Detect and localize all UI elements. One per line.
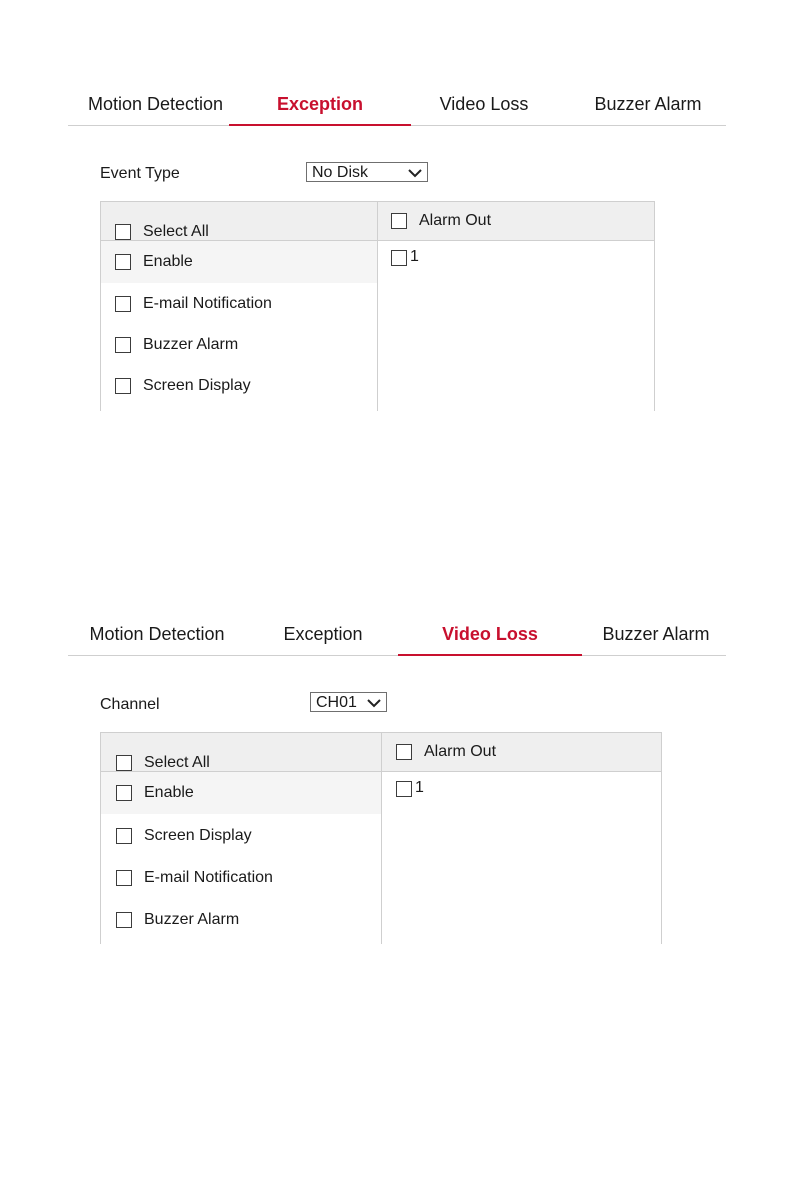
tab-video-loss[interactable]: Video Loss: [439, 94, 529, 114]
option-row-screen-display: [115, 365, 251, 407]
event-action-grid: [100, 732, 662, 944]
option-label: Enable: [144, 784, 194, 801]
select-all-label: Select All: [144, 754, 210, 771]
alarm-out-label: Alarm Out: [419, 212, 492, 229]
tab-video-loss[interactable]: Video Loss: [398, 622, 582, 656]
option-label: Screen Display: [144, 827, 252, 844]
event-type-value: No Disk: [312, 164, 369, 181]
alarm-out-header: [391, 202, 491, 240]
channel-label: Channel: [100, 696, 160, 713]
buzzer-alarm-checkbox[interactable]: [115, 337, 131, 353]
column-divider: [381, 733, 382, 944]
select-all-label: Select All: [143, 223, 209, 240]
alarm-out-1-label: 1: [410, 248, 419, 265]
event-type-label: Event Type: [100, 165, 180, 182]
option-row-screen-display: [116, 815, 252, 857]
option-label: Enable: [143, 253, 193, 270]
column-divider: [377, 202, 378, 411]
alarm-out-1-checkbox[interactable]: [391, 250, 407, 266]
tab-motion-detection[interactable]: Motion Detection: [89, 624, 225, 644]
tab-motion-detection[interactable]: Motion Detection: [87, 94, 224, 114]
alarm-out-header: [396, 733, 496, 771]
alarm-out-item: [396, 779, 424, 797]
email-notification-checkbox[interactable]: [116, 870, 132, 886]
email-notification-checkbox[interactable]: [115, 296, 131, 312]
option-label: E-mail Notification: [143, 295, 272, 312]
option-label: Buzzer Alarm: [144, 911, 240, 928]
channel-select[interactable]: [310, 692, 387, 712]
alarm-out-label: Alarm Out: [424, 743, 497, 760]
enable-checkbox[interactable]: [116, 785, 132, 801]
tab-bar: [68, 530, 726, 656]
option-row-email: [116, 857, 273, 899]
tab-buzzer-alarm[interactable]: Buzzer Alarm: [602, 624, 710, 644]
option-label: E-mail Notification: [144, 869, 273, 886]
option-row-enable: [101, 772, 381, 814]
tab-exception[interactable]: Exception: [283, 624, 363, 644]
event-action-grid: [100, 201, 655, 411]
event-type-select[interactable]: [306, 162, 428, 182]
option-label: Buzzer Alarm: [143, 336, 239, 353]
option-row-enable: [101, 241, 377, 283]
buzzer-alarm-checkbox[interactable]: [116, 912, 132, 928]
chevron-down-icon: [367, 697, 381, 709]
screen-display-checkbox[interactable]: [116, 828, 132, 844]
alarm-out-1-checkbox[interactable]: [396, 781, 412, 797]
select-all-checkbox[interactable]: [116, 755, 132, 771]
enable-checkbox[interactable]: [115, 254, 131, 270]
channel-value: CH01: [316, 694, 357, 711]
option-row-email: [115, 283, 272, 325]
alarm-out-checkbox[interactable]: [391, 213, 407, 229]
alarm-out-item: [391, 248, 419, 266]
alarm-out-checkbox[interactable]: [396, 744, 412, 760]
screen-display-checkbox[interactable]: [115, 378, 131, 394]
tab-buzzer-alarm[interactable]: Buzzer Alarm: [594, 94, 702, 114]
option-row-buzzer: [116, 899, 239, 941]
tab-exception[interactable]: Exception: [229, 92, 411, 126]
tab-bar: [68, 0, 726, 126]
chevron-down-icon: [408, 167, 422, 179]
alarm-out-1-label: 1: [415, 779, 424, 796]
option-label: Screen Display: [143, 377, 251, 394]
select-all-checkbox[interactable]: [115, 224, 131, 240]
option-row-buzzer: [115, 324, 238, 366]
